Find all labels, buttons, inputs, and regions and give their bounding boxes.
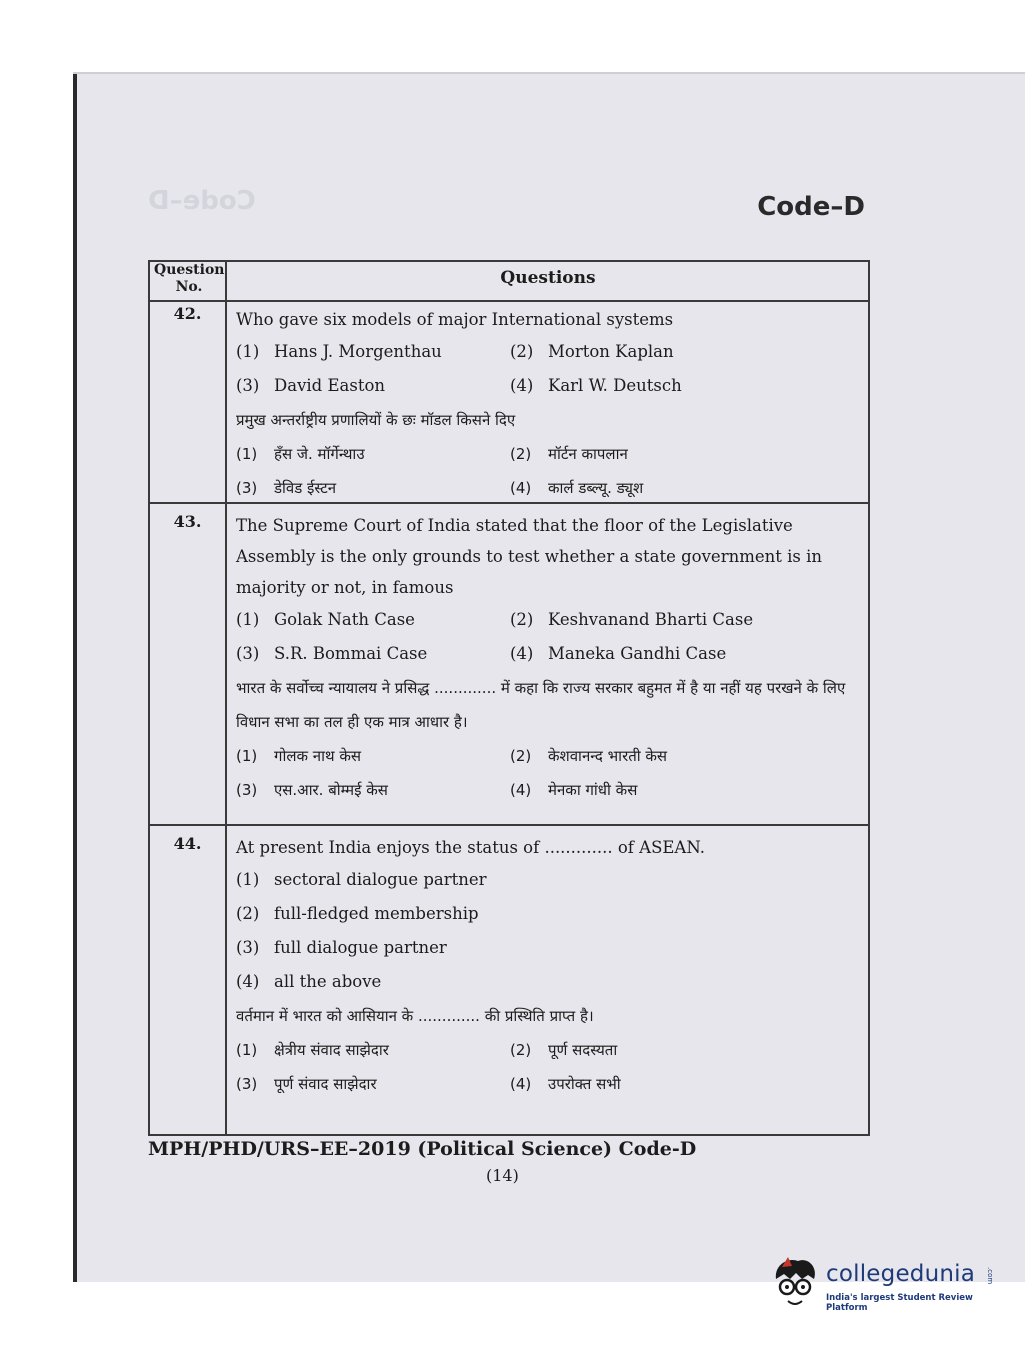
question-hindi	[236, 999, 866, 1101]
code-title: Code–D	[757, 192, 865, 222]
option: (1) हँस जे. मॉर्गेन्थाउ	[236, 445, 365, 463]
question-44	[236, 832, 866, 1101]
options-hi	[236, 739, 866, 807]
option: (4) कार्ल डब्ल्यू. ड्यूश	[510, 479, 644, 497]
option: (4) Maneka Gandhi Case	[510, 644, 727, 663]
option: (1) sectoral dialogue partner	[236, 870, 487, 889]
option: (1) क्षेत्रीय संवाद साझेदार	[236, 1041, 389, 1059]
row-divider	[150, 824, 868, 826]
option: (2) Morton Kaplan	[510, 342, 674, 361]
option: (2) मॉर्टन कापलान	[510, 445, 628, 463]
option: (4) Karl W. Deutsch	[510, 376, 682, 395]
logo-suffix: .com	[986, 1267, 994, 1285]
logo-tagline: India's largest Student Review Platform	[826, 1293, 973, 1313]
column-divider	[225, 262, 227, 1134]
question-42	[236, 304, 866, 505]
header-questions: Questions	[500, 268, 596, 288]
option: (3) एस.आर. बोम्मई केस	[236, 781, 388, 799]
option: (1) गोलक नाथ केस	[236, 747, 362, 765]
question-text-hi: वर्तमान में भारत को आसियान के ............. की प्रस्थिति प्राप्त है।	[236, 1007, 594, 1025]
option: (1) Golak Nath Case	[236, 610, 415, 629]
option: (3) David Easton	[236, 376, 386, 395]
option: (2) full-fledged membership	[236, 904, 479, 923]
question-number: 42.	[173, 304, 202, 323]
options-en	[236, 335, 866, 403]
option: (4) all the above	[236, 972, 382, 991]
question-text-hi: प्रमुख अन्तर्राष्ट्रीय प्रणालियों के छः मॉडल किसने दिए	[236, 411, 516, 429]
option: (2) Keshvanand Bharti Case	[510, 610, 754, 629]
question-table	[148, 260, 870, 1136]
scan-edge	[73, 72, 1025, 74]
question-number: 44.	[173, 834, 202, 853]
header-divider	[150, 300, 868, 302]
options-hi	[236, 1033, 866, 1101]
bleed-through-text: Code–D	[148, 186, 256, 216]
logo-wordmark: collegedunia	[826, 1261, 976, 1287]
option: (3) full dialogue partner	[236, 938, 447, 957]
page-number: (14)	[486, 1166, 519, 1185]
question-text-hi: भारत के सर्वोच्च न्यायालय ने प्रसिद्ध ............. में कहा कि राज्य सरकार बहुमत में है या नहीं यह परखने के लिए विधान सभा का तल ही एक मात्र आधार है।	[236, 679, 846, 731]
options-en	[236, 603, 866, 671]
option: (3) डेविड ईस्टन	[236, 479, 337, 497]
option: (1) Hans J. Morgenthau	[236, 342, 442, 361]
options-hi	[236, 437, 866, 505]
question-text-en: At present India enjoys the status of ............. of ASEAN.	[236, 838, 705, 857]
paper-footer: MPH/PHD/URS–EE–2019 (Political Science) Code-D	[148, 1138, 697, 1160]
option: (2) पूर्ण सदस्यता	[510, 1041, 618, 1059]
option: (3) पूर्ण संवाद साझेदार	[236, 1075, 377, 1093]
question-text-en: The Supreme Court of India stated that the floor of the Legislative Assembly is the only grounds to test whether a state government is in majority or not, in famous	[236, 516, 823, 597]
option: (3) S.R. Bommai Case	[236, 644, 428, 663]
question-hindi	[236, 403, 866, 505]
option: (4) मेनका गांधी केस	[510, 781, 638, 799]
option: (4) उपरोक्त सभी	[510, 1075, 621, 1093]
question-number: 43.	[173, 512, 202, 531]
options-en	[236, 863, 866, 999]
option: (2) केशवानन्द भारती केस	[510, 747, 668, 765]
question-43	[236, 510, 866, 807]
question-hindi	[236, 671, 866, 807]
header-question-no: Question No.	[154, 262, 225, 295]
mascot-icon	[768, 1255, 822, 1313]
collegedunia-logo[interactable]	[768, 1255, 1000, 1315]
question-text-en: Who gave six models of major International systems	[236, 310, 674, 329]
